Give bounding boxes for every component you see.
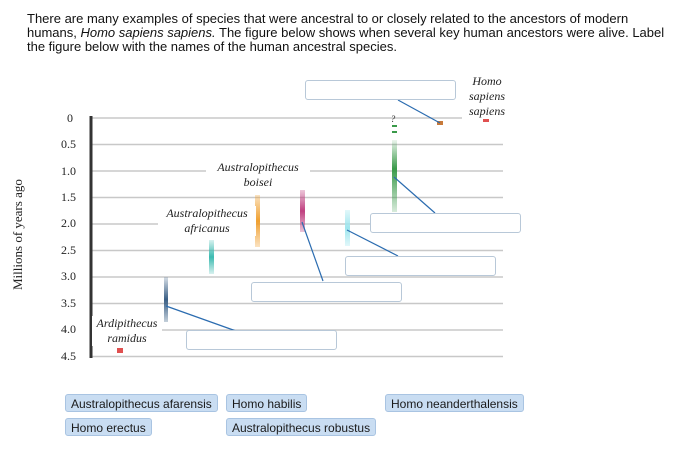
drop-target-4[interactable] (251, 282, 402, 302)
bar-robustus (300, 190, 305, 232)
tick-1-5: 1.5 (61, 190, 76, 204)
bar-sapiens (437, 121, 443, 125)
drop-target-1[interactable] (305, 80, 456, 100)
answer-chip-robustus[interactable]: Australopithecus robustus (226, 418, 376, 436)
tick-3-0: 3.0 (61, 269, 76, 283)
answer-chip-afarensis[interactable]: Australopithecus afarensis (65, 394, 218, 412)
bar-ramidus (117, 348, 123, 353)
bar-africanus (209, 240, 214, 274)
tick-0-5: 0.5 (61, 137, 76, 151)
answer-chip-neanderthalensis[interactable]: Homo neanderthalensis (385, 394, 524, 412)
tick-2-5: 2.5 (61, 243, 76, 257)
y-axis-label: Millions of years ago (10, 179, 25, 290)
answer-chip-erectus[interactable]: Homo erectus (65, 418, 152, 436)
bar-habilis (345, 210, 350, 246)
label-australopithecus-africanus: Australopithecus africanus (158, 206, 256, 236)
question-mark: ? (390, 114, 396, 124)
tick-4-0: 4.0 (61, 322, 76, 336)
label-homo-sapiens-sapiens: Homo sapiens sapiens (462, 74, 512, 119)
tick-3-5: 3.5 (61, 296, 76, 310)
tick-4-5: 4.5 (61, 349, 76, 363)
tick-1-0: 1.0 (61, 164, 76, 178)
drop-target-3[interactable] (345, 256, 496, 276)
tick-0: 0 (67, 111, 73, 125)
bar-afarensis (164, 277, 168, 322)
drop-target-5[interactable] (186, 330, 337, 350)
bar-erectus (392, 140, 397, 212)
label-australopithecus-boisei: Australopithecus boisei (206, 160, 310, 190)
tick-2-0: 2.0 (61, 216, 76, 230)
tick-marks-erectus (392, 125, 397, 127)
answer-chip-habilis[interactable]: Homo habilis (226, 394, 307, 412)
question-text: There are many examples of species that were ancestral to or closely related to the ancestors of modern humans, Homo sapiens sapiens. The figure below shows when several key human ancestors were alive. Label the figure below with the names of the human ancestral species. (27, 11, 665, 54)
drop-target-2[interactable] (370, 213, 521, 233)
bar-neanderthal (483, 119, 489, 122)
label-ardipithecus-ramidus: Ardipithecus ramidus (92, 316, 162, 346)
